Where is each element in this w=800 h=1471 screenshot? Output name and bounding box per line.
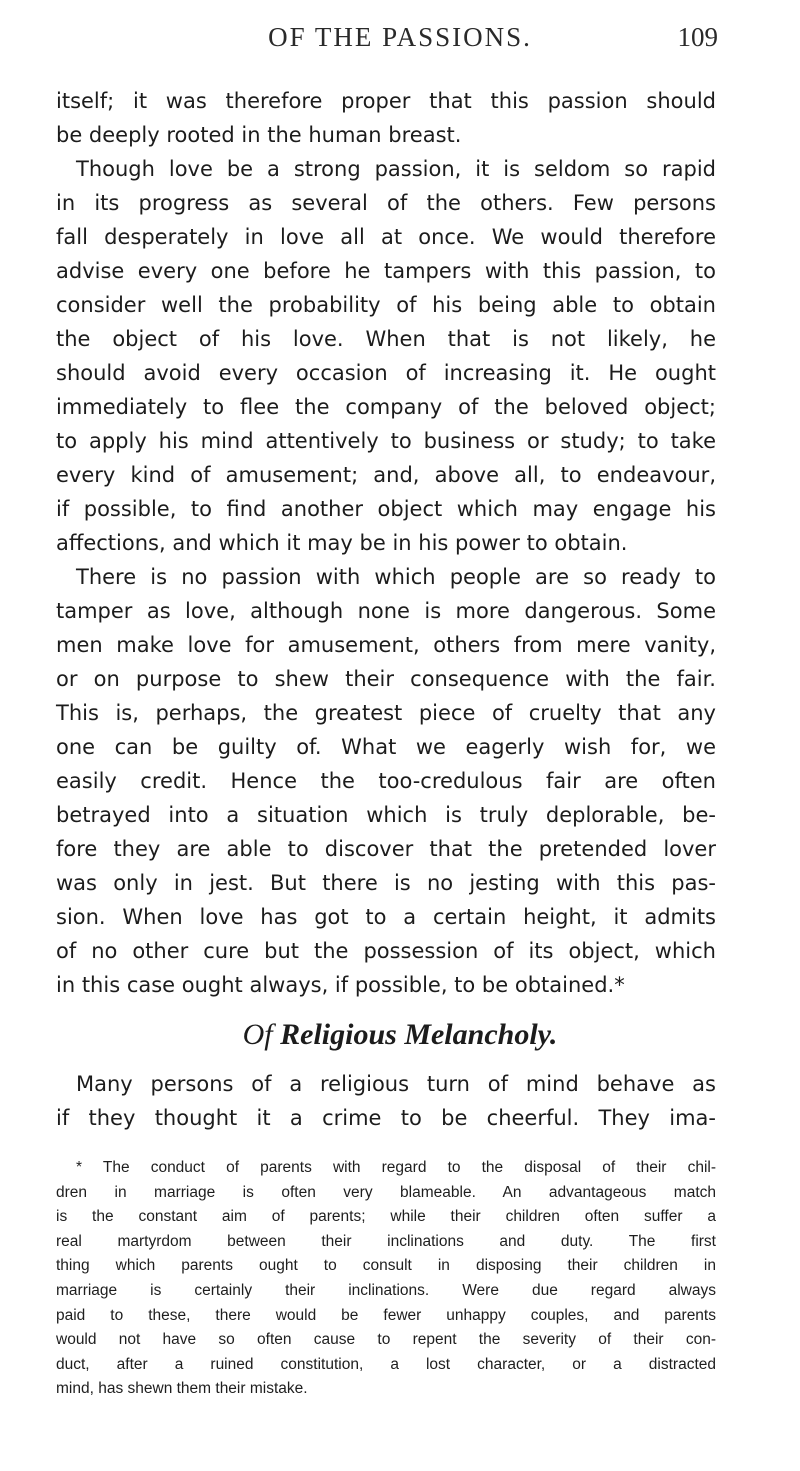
text-line: every kind of amusement; and, above all, to endeavour, — [56, 463, 716, 487]
text-line: was only in jest. But there is no jesting with this pas- — [56, 871, 716, 895]
text-line: affections, and which it may be in his power to obtain. — [56, 531, 628, 555]
text-line: if possible, to find another object which may engage his — [56, 497, 716, 521]
text-line: Many persons of a religious turn of mind behave as — [76, 1072, 716, 1096]
text-line: fall desperately in love all at once. We would therefore — [56, 225, 716, 249]
text-line: should avoid every occasion of increasing it. He ought — [56, 361, 716, 385]
text-line: sion. When love has got to a certain height, it admits — [56, 905, 716, 929]
text-line: men make love for amusement, others from mere vanity, — [56, 633, 716, 657]
footnote-line: real martyrdom between their inclinations and duty. The first — [56, 1232, 716, 1250]
text-line: in this case ought always, if possible, to be obtained.* — [56, 973, 625, 997]
footnote-line: dren in marriage is often very blameable. An advantageous match — [56, 1183, 716, 1201]
running-head — [0, 22, 800, 62]
section-heading-prefix: Of — [242, 1018, 273, 1051]
footnote — [56, 1156, 716, 1402]
text-line: in its progress as several of the others. Few persons — [56, 191, 716, 215]
footnote-line: duct, after a ruined constitution, a lost character, or a distracted — [56, 1355, 716, 1373]
text-line: tamper as love, although none is more dangerous. Some — [56, 599, 716, 623]
running-title: OF THE PASSIONS. — [268, 22, 532, 52]
text-line: if they thought it a crime to be cheerful. They ima- — [56, 1106, 716, 1130]
footnote-line: thing which parents ought to consult in disposing their children in — [56, 1257, 716, 1275]
text-line: fore they are able to discover that the pretended lover — [56, 837, 716, 861]
footnote-line: marriage is certainly their inclinations. Were due regard always — [56, 1281, 716, 1299]
footnote-line: mind, has shewn them their mistake. — [56, 1380, 308, 1398]
text-line: or on purpose to shew their consequence with the fair. — [56, 667, 716, 691]
footnote-line: paid to these, there would be fewer unhappy couples, and parents — [56, 1306, 716, 1324]
text-line: betrayed into a situation which is truly deplorable, be- — [56, 803, 716, 827]
footnote-line: * The conduct of parents with regard to the disposal of their chil- — [76, 1159, 716, 1176]
main-text — [56, 84, 716, 1002]
text-line: be deeply rooted in the human breast. — [56, 123, 462, 147]
text-line: to apply his mind attentively to business or study; to take — [56, 429, 716, 453]
text-line: one can be guilty of. What we eagerly wish for, we — [56, 735, 716, 759]
text-line: consider well the probability of his being able to obtain — [56, 293, 716, 317]
text-line: Though love be a strong passion, it is seldom so rapid — [76, 157, 716, 181]
text-line: immediately to flee the company of the beloved object; — [56, 395, 716, 419]
page-number: 109 — [677, 22, 718, 52]
text-line: of no other cure but the possession of its object, which — [56, 939, 716, 963]
section-heading — [0, 1018, 800, 1052]
text-line: itself; it was therefore proper that this passion should — [56, 89, 716, 113]
text-line: easily credit. Hence the too-credulous fair are often — [56, 769, 716, 793]
section-text — [56, 1067, 716, 1135]
footnote-line: is the constant aim of parents; while their children often suffer a — [56, 1208, 716, 1226]
text-line: advise every one before he tampers with this passion, to — [56, 259, 716, 283]
footnote-line: would not have so often cause to repent the severity of their con- — [56, 1331, 716, 1349]
section-heading-title: Religious Melancholy. — [280, 1018, 558, 1051]
text-line: the object of his love. When that is not likely, he — [56, 327, 716, 351]
text-line: This is, perhaps, the greatest piece of cruelty that any — [56, 701, 716, 725]
text-line: There is no passion with which people are so ready to — [76, 565, 716, 589]
